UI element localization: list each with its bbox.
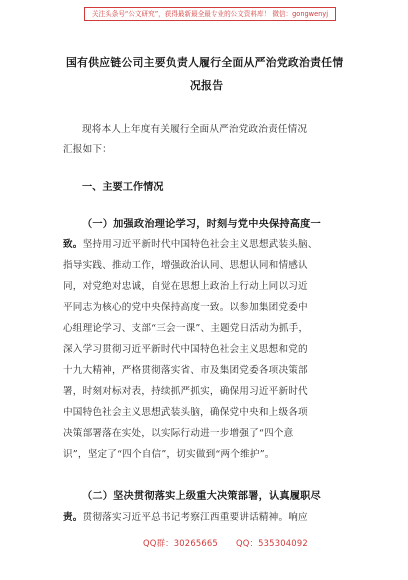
- subsection-2-heading-end: 责。: [63, 512, 83, 523]
- paragraph-line: 心组理论学习、支部“三会一课”、主题党日活动为抓手，: [63, 323, 309, 334]
- contact-footer: [143, 537, 326, 549]
- document-title-line-1: 国有供应链公司主要负责人履行全面从严治党政治责任情: [66, 56, 344, 69]
- qq-group-number: QQ群：30265665: [143, 538, 218, 548]
- paragraph-line: 十九大精神，严格贯彻落实省、市及集团党委各项决策部: [63, 365, 308, 376]
- paragraph-line: 同，对党绝对忠诚，自觉在思想上政治上行动上同以习近: [63, 281, 308, 292]
- subsection-2-text-start: 贯彻落实习近平总书记考察江西重要讲话精神。响应: [82, 512, 308, 523]
- paragraph-line: 决策部署落在实处，以实际行动进一步增强了“四个意: [63, 428, 294, 439]
- paragraph-line: 识”，坚定了“四个自信”，切实做到“两个维护”。: [63, 449, 275, 460]
- subsection-1-first-line: [63, 236, 318, 250]
- paragraph-line: 深入学习贯彻习近平新时代中国特色社会主义思想和党的: [63, 344, 308, 355]
- paragraph-line: 署，时刻对标对表，持续抓严抓实，确保用习近平新时代: [63, 386, 308, 397]
- document-title-line-2: 况报告: [190, 79, 224, 92]
- subsection-2-heading: （二）坚决贯彻落实上级重大决策部署，认真履职尽: [82, 490, 321, 502]
- subsection-1-heading: （一）加强政治理论学习，时刻与党中央保持高度一: [82, 218, 321, 230]
- promo-banner: 关注头条号“公文研究”，获得最新最全最专业的公文资料库！ 微信：gongwenyj: [84, 7, 336, 21]
- paragraph-line: 平同志为核心的党中央保持高度一致。以参加集团党委中: [63, 302, 308, 313]
- subsection-1-text-start: 坚持用习近平新时代中国特色社会主义思想武装头脑、: [82, 239, 318, 250]
- subsection-1-heading-end: 致。: [63, 239, 83, 250]
- qq-number: QQ：535304092: [235, 538, 308, 548]
- paragraph-line: 指导实践、推动工作，增强政治认同、思想认同和情感认: [63, 260, 308, 271]
- paragraph-line: 中国特色社会主义思想武装头脑，确保党中央和上级各项: [63, 407, 308, 418]
- section-heading-main-work: 一、主要工作情况: [82, 181, 164, 193]
- intro-line-1: 现将本人上年度有关履行全面从严治党政治责任情况: [82, 124, 308, 135]
- subsection-2-first-line: [63, 509, 308, 523]
- intro-line-2: 汇报如下：: [63, 144, 112, 155]
